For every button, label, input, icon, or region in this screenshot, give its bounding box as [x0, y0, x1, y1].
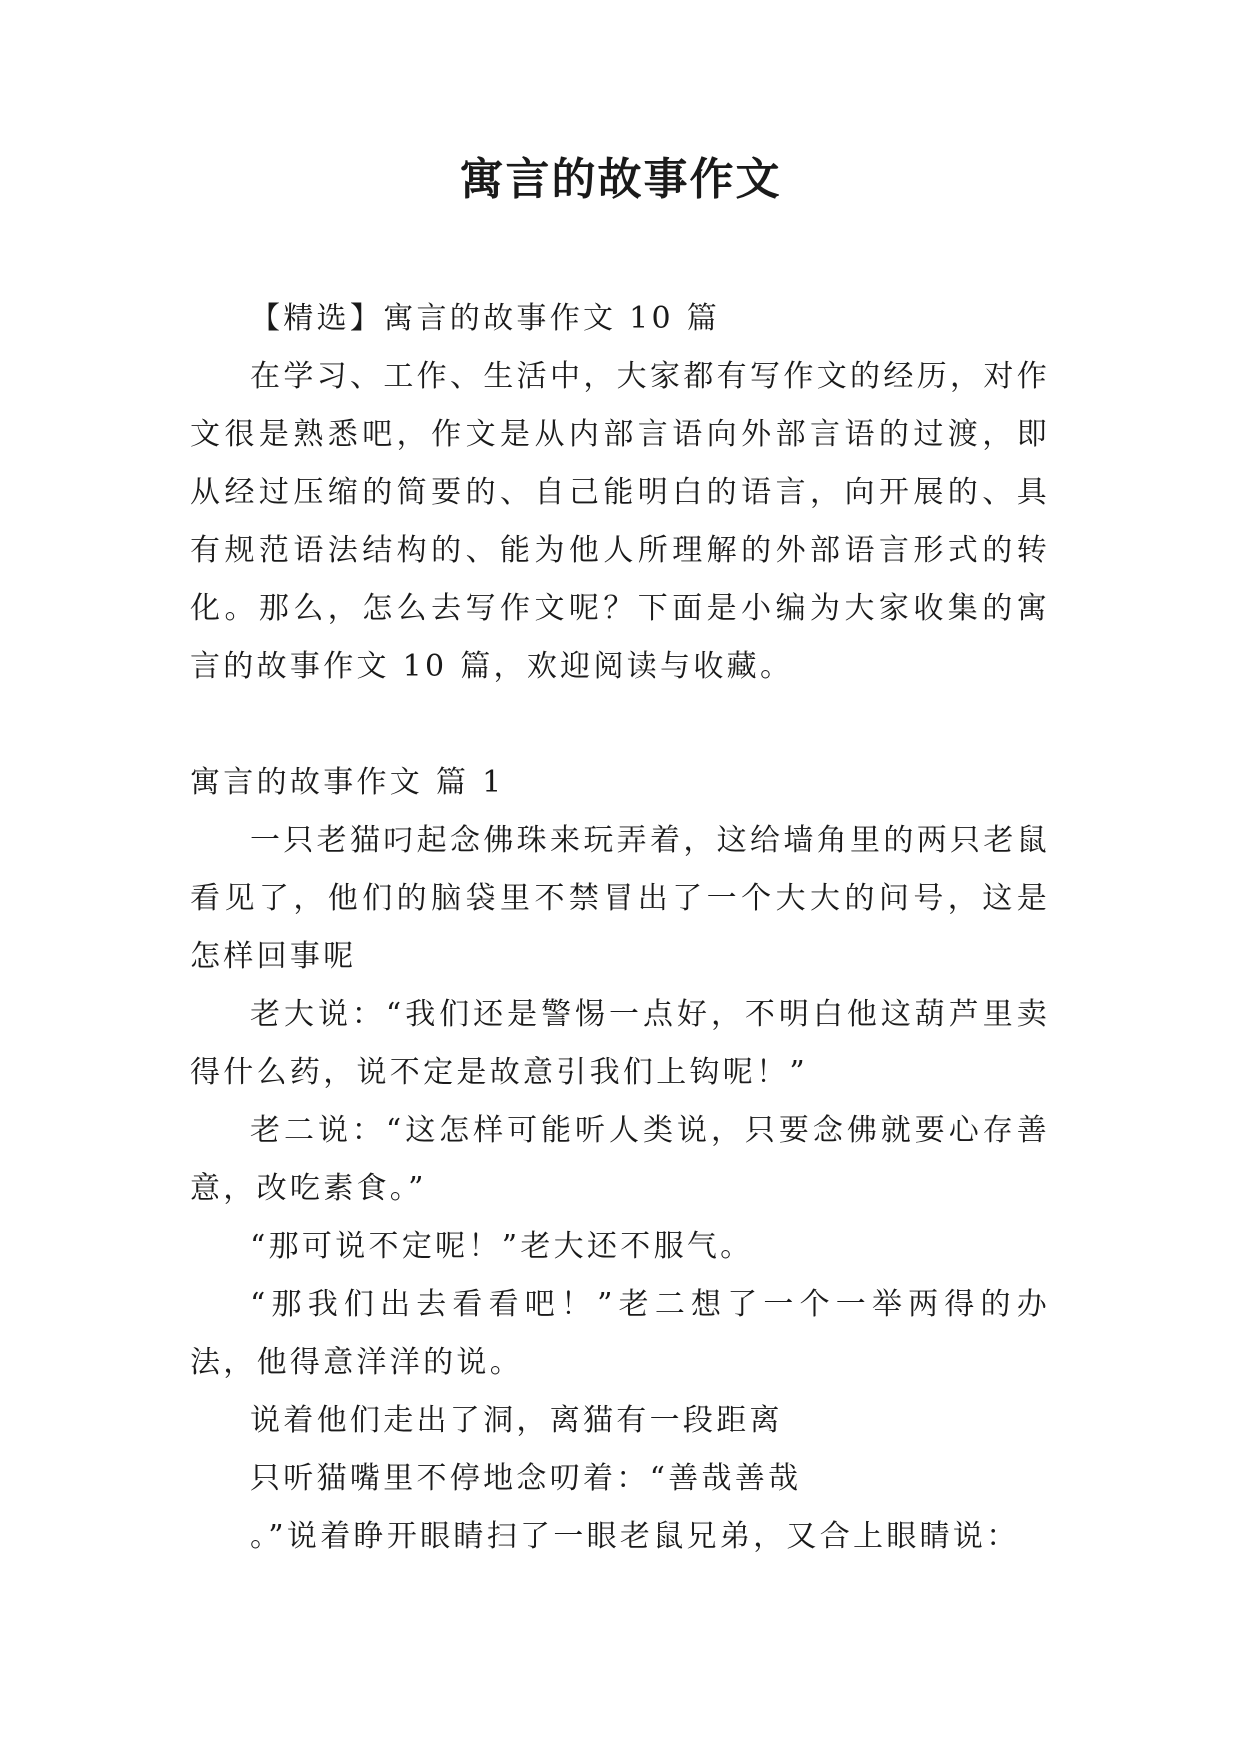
document-body [190, 290, 1050, 1566]
story-paragraph: “那我们出去看看吧！”老二想了一个一举两得的办法，他得意洋洋的说。 [190, 1287, 1050, 1380]
story-paragraph: 老二说：“这怎样可能听人类说，只要念佛就要心存善意，改吃素食。” [190, 1113, 1050, 1206]
intro-line: 【精选】寓言的故事作文 10 篇 [250, 301, 721, 336]
intro-paragraph: 在学习、工作、生活中，大家都有写作文的经历，对作文很是熟悉吧，作文是从内部言语向外部言语的过渡，即从经过压缩的简要的、自己能明白的语言，向开展的、具有规范语法结构的、能为他人所理解的外部语言形式的转化。那么，怎么去写作文呢？下面是小编为大家收集的寓言的故事作文 10 篇，欢迎阅读与收藏。 [190, 359, 1050, 684]
section-heading: 寓言的故事作文 篇 1 [190, 765, 505, 800]
story-paragraph: 只听猫嘴里不停地念叨着：“善哉善哉 [250, 1461, 802, 1496]
story-paragraph: 。”说着睁开眼睛扫了一眼老鼠兄弟，又合上眼睛说： [250, 1519, 1020, 1554]
story-paragraph: “那可说不定呢！”老大还不服气。 [250, 1229, 754, 1264]
document-title: 寓言的故事作文 [459, 154, 782, 205]
story-paragraph: 一只老猫叼起念佛珠来玩弄着，这给墙角里的两只老鼠看见了，他们的脑袋里不禁冒出了一个大大的问号，这是怎样回事呢 [190, 823, 1050, 974]
story-paragraph: 老大说：“我们还是警惕一点好，不明白他这葫芦里卖得什么药，说不定是故意引我们上钩呢！” [190, 997, 1050, 1090]
story-paragraph: 说着他们走出了洞，离猫有一段距离 [250, 1403, 783, 1438]
